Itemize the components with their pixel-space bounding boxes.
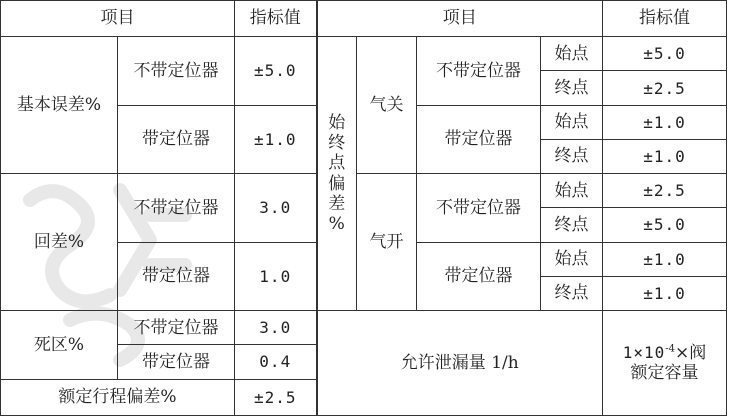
left-header-value: 指标值 <box>235 1 317 37</box>
endpoint-deviation-label: 始 终 点 偏 差 % <box>317 37 357 311</box>
air-open-no-positioner: 不带定位器 <box>417 174 541 242</box>
air-open-with-pos-start-value: ±1.0 <box>603 242 727 276</box>
air-open-label: 气开 <box>357 174 417 311</box>
rated-travel-value: ±2.5 <box>235 379 317 415</box>
air-close-with-pos-end: 终点 <box>541 139 603 173</box>
hysteresis-label: 回差% <box>1 174 118 311</box>
leakage-label: 允许泄漏量 1/h <box>317 311 603 416</box>
basic-error-no-positioner-value: ±5.0 <box>235 37 317 105</box>
air-close-with-pos-start-value: ±1.0 <box>603 105 727 139</box>
basic-error-with-positioner-value: ±1.0 <box>235 105 317 173</box>
hysteresis-no-positioner-value: 3.0 <box>235 174 317 242</box>
right-header-value: 指标值 <box>603 1 727 37</box>
air-close-no-pos-end-value: ±2.5 <box>603 71 727 105</box>
dead-zone-with-positioner: 带定位器 <box>118 345 235 379</box>
air-close-no-pos-start: 始点 <box>541 37 603 71</box>
air-close-with-pos-end-value: ±1.0 <box>603 139 727 173</box>
dead-zone-with-positioner-value: 0.4 <box>235 345 317 379</box>
air-open-with-pos-end: 终点 <box>541 276 603 310</box>
leakage-value: $1\times 10^{-4}\times$阀 额定容量 <box>603 311 727 416</box>
air-open-no-pos-start: 始点 <box>541 174 603 208</box>
air-close-label: 气关 <box>357 37 417 174</box>
basic-error-label: 基本误差% <box>1 37 118 174</box>
hysteresis-no-positioner: 不带定位器 <box>118 174 235 242</box>
air-close-no-pos-start-value: ±5.0 <box>603 37 727 71</box>
right-header-item: 项目 <box>317 1 603 37</box>
air-open-no-pos-start-value: ±2.5 <box>603 174 727 208</box>
dead-zone-label: 死区% <box>1 311 118 379</box>
hysteresis-with-positioner: 带定位器 <box>118 242 235 310</box>
air-open-no-pos-end-value: ±5.0 <box>603 208 727 242</box>
air-close-no-pos-end: 终点 <box>541 71 603 105</box>
air-close-with-pos-start: 始点 <box>541 105 603 139</box>
hysteresis-with-positioner-value: 1.0 <box>235 242 317 310</box>
left-header-item: 项目 <box>1 1 235 37</box>
dead-zone-no-positioner: 不带定位器 <box>118 311 235 345</box>
rated-travel-label: 额定行程偏差% <box>1 379 235 415</box>
dead-zone-no-positioner-value: 3.0 <box>235 311 317 345</box>
air-close-with-positioner: 带定位器 <box>417 105 541 173</box>
air-open-with-pos-end-value: ±1.0 <box>603 276 727 310</box>
air-open-no-pos-end: 终点 <box>541 208 603 242</box>
basic-error-no-positioner: 不带定位器 <box>118 37 235 105</box>
basic-error-with-positioner: 带定位器 <box>118 105 235 173</box>
air-open-with-pos-start: 始点 <box>541 242 603 276</box>
air-close-no-positioner: 不带定位器 <box>417 37 541 105</box>
air-open-with-positioner: 带定位器 <box>417 242 541 310</box>
